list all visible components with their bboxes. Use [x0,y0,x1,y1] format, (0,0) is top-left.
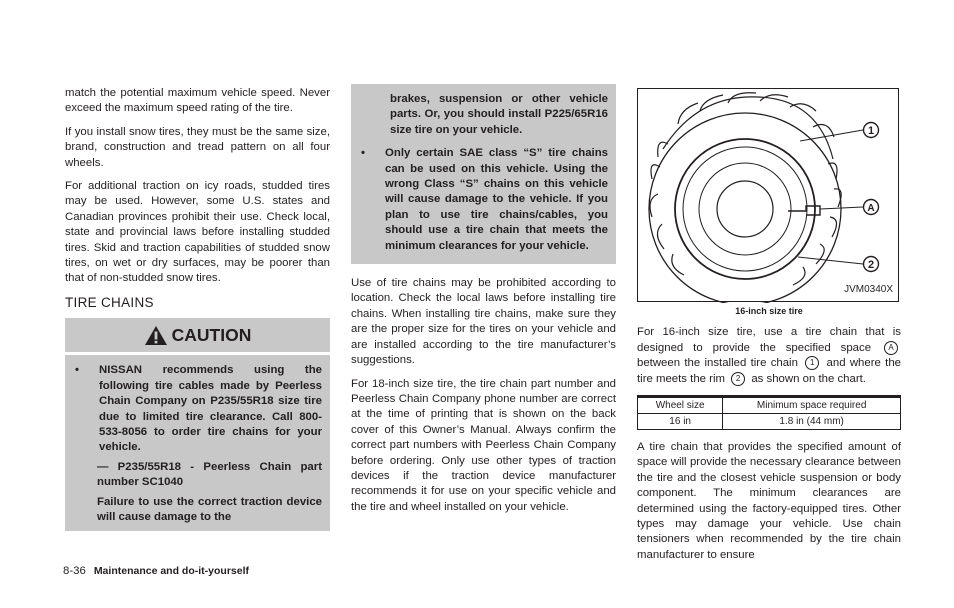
paragraph-clearance: A tire chain that provides the specified amount of space will provide the necessary clearance between the tire and the closest vehicle suspension or body component. The minimum clearances are determined using the factory-equipped tires. Other types may damage your vehicle. Use chain tensioners when recommended by the tire chain manufacturer to ensure [637,441,901,561]
caution-failure-text: Failure to use the correct traction device will cause damage to the [97,495,322,523]
paragraph-16-inch-c: and where the tire meets the rim [637,357,901,385]
table-header-row [638,397,901,414]
bullet-dot-icon: • [75,364,79,377]
column-left [65,86,330,531]
tire-figure [637,88,899,302]
clearance-table [637,395,901,430]
warning-triangle-icon [144,325,168,346]
table-row [638,414,901,430]
caution-box-continued [351,84,616,264]
page-footer [63,565,249,577]
caution-box [65,318,330,531]
callout-2-inline: 2 [731,372,745,386]
paragraph-chain-laws: Use of tire chains may be prohibited according to location. Check the local laws before installing tire chains. When installing tire chains, make sure they are the proper size for the tires on your vehicle and are installed according to the tire manufacturer’s suggestions. [351,277,616,367]
table-header-cell: Wheel size [638,397,723,414]
caution-sub-part-number: — P235/55R18 - Peerless Chain part number SC1040 [97,460,322,489]
caution-header [65,318,330,355]
caution-bullet-peerless [73,363,322,455]
caution-body [65,355,330,531]
bullet-dot-icon: • [361,147,365,160]
heading-tire-chains: TIRE CHAINS [65,294,154,310]
figure-code: JVM0340X [844,283,893,295]
table-cell: 1.8 in (44 mm) [723,414,901,430]
page-number: 8-36 [63,565,86,577]
paragraph-studded-tires: For additional traction on icy roads, studded tires may be used. However, some U.S. states and Canadian provinces prohibit their use. Check local, state and provincial laws before installing studded tires. Skid and traction capabilities of studded snow tires, on wet or dry surfaces, may be poorer than that of non-studded snow tires. [65,180,330,285]
paragraph-speed-rating: match the potential maximum vehicle speed. Never exceed the maximum speed rating of the tire. [65,87,330,115]
column-right [637,88,901,571]
paragraph-16-inch-a: For 16-inch size tire, use a tire chain that is designed to provide the specified space [637,326,901,354]
callout-a-label: A [867,203,875,214]
callout-a-inline: A [884,341,898,355]
table-cell: 16 in [638,414,723,430]
callout-1-label: 1 [867,125,875,137]
caution-bullet-text: Only certain SAE class “S” tire chains can be used on this vehicle. Using the wrong Class “S” chains on this vehicle will cause damage to the vehicle. If you plan to use tire chains/cables, you should use a tire chain that meets the minimum clearances for your vehicle. [385,147,608,252]
caution-bullet-text: NISSAN recommends using the following tire cables made by Peerless Chain Company on P235/55R18 size tire due to limited tire clearance. Call 800-533-8056 to order tire chains for your vehicle. [99,364,322,454]
paragraph-16-inch-d: as shown on the chart. [751,372,866,385]
caution-continued-text: brakes, suspension or other vehicle parts. Or, you should install P225/65R16 size tire on your vehicle. [390,93,608,136]
section-title: Maintenance and do-it-yourself [93,565,249,577]
column-middle [351,84,616,523]
caution-bullet-sae [359,146,608,254]
paragraph-16-inch [637,325,901,387]
callout-1-inline: 1 [805,356,819,370]
figure-caption: 16-inch size tire [735,306,803,316]
table-header-cell: Minimum space required [723,397,901,414]
paragraph-16-inch-b: between the installed tire chain [637,357,798,370]
callout-2-label: 2 [867,259,875,271]
tire-illustration [638,89,900,303]
caution-label: CAUTION [171,324,252,345]
paragraph-snow-tires: If you install snow tires, they must be the same size, brand, construction and tread pattern on all four wheels. [65,125,330,169]
paragraph-18-inch: For 18-inch size tire, the tire chain part number and Peerless Chain Company phone number are correct at the time of printing that is shown on the back cover of this Owner’s Manual. Always confirm the correct part numbers with Peerless Chain Company before ordering. Only use other types of traction devices if the traction device manufacturer recommends it for use on your specific vehicle and the tire and wheel installed on your vehicle. [351,377,616,513]
